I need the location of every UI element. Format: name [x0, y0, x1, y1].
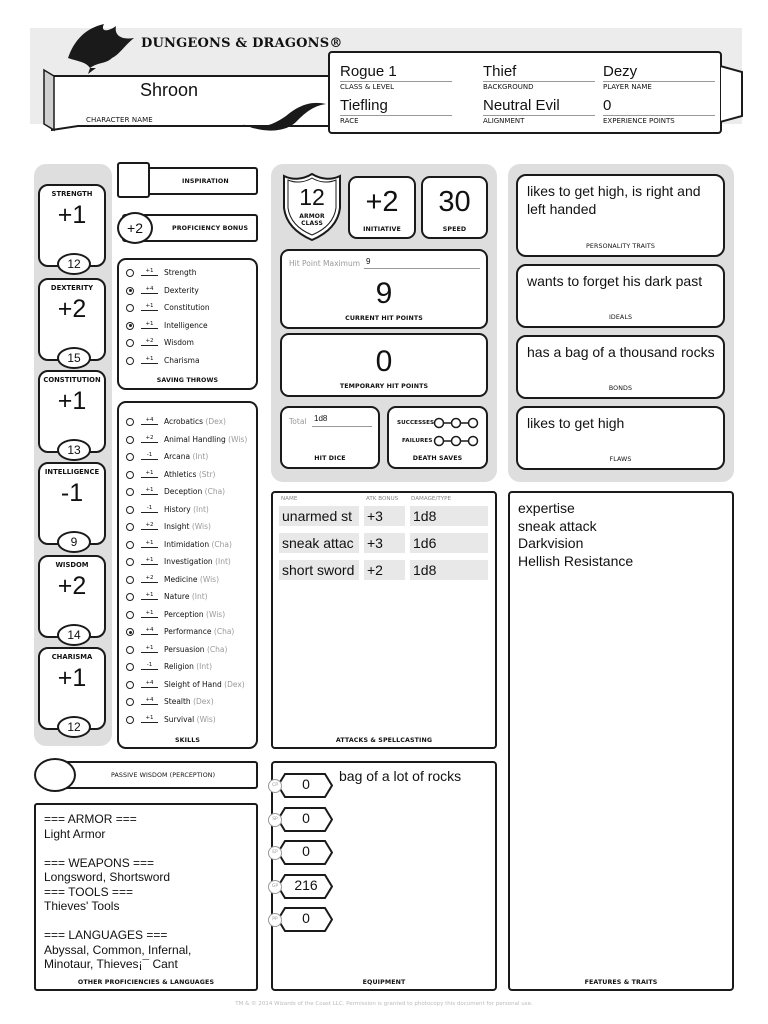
skill-attribute: (Dex)	[205, 417, 226, 426]
ability-intelligence-label: INTELLIGENCE	[44, 468, 100, 476]
skill-name-text: Performance	[164, 627, 212, 636]
proficiency-radio[interactable]	[126, 304, 134, 312]
ability-intelligence-modifier[interactable]: -1	[60, 479, 84, 507]
attack-name-field[interactable]: short sword	[279, 560, 359, 580]
skill-athletics[interactable]	[126, 467, 254, 484]
saving-throw-bonus[interactable]: +1	[141, 267, 158, 276]
skill-name	[164, 470, 215, 479]
ideals-text[interactable]: wants to forget his dark past	[527, 273, 703, 289]
skill-attribute: (Int)	[196, 662, 212, 671]
armor-class-label: ARMOR CLASS	[299, 213, 325, 227]
ability-constitution-box	[38, 370, 106, 457]
ability-strength-modifier[interactable]: +1	[57, 201, 87, 229]
speed-box	[421, 176, 488, 239]
player-name-value[interactable]: Dezy	[603, 63, 638, 80]
proficiency-line: === LANGUAGES ===	[44, 928, 168, 942]
skill-attribute: (Cha)	[204, 487, 226, 496]
skill-sleight-of-hand[interactable]	[126, 677, 254, 694]
skill-attribute: (Wis)	[206, 609, 226, 619]
proficiency-radio[interactable]	[126, 322, 134, 330]
ability-charisma-box	[38, 647, 106, 734]
skill-name	[164, 645, 227, 654]
skill-bonus[interactable]: -1	[141, 661, 158, 670]
coin-tag: CP	[268, 779, 282, 793]
skill-bonus[interactable]: +1	[141, 539, 158, 548]
skill-name	[164, 417, 226, 426]
failures-label: FAILURES	[402, 438, 433, 444]
skill-name	[164, 715, 216, 724]
ideals-label: IDEALS	[608, 314, 633, 321]
header-scroll-end	[720, 62, 746, 126]
skill-name-text: Medicine	[164, 574, 198, 584]
character-name[interactable]: Shroon	[140, 80, 199, 100]
other-proficiencies-text[interactable]	[44, 812, 252, 972]
proficiency-line: === WEAPONS ===	[44, 855, 155, 870]
attacks-col-damage: DAMAGE/TYPE	[411, 496, 452, 502]
saving-throw-name: Intelligence	[164, 320, 208, 330]
skill-bonus[interactable]: +4	[141, 416, 158, 425]
logo-text: DUNGEONS & DRAGONS®	[141, 36, 343, 51]
proficiency-radio[interactable]	[126, 453, 134, 461]
coin-sp[interactable]	[272, 806, 333, 833]
skill-name-text: History	[164, 504, 191, 514]
experience-value[interactable]: 0	[603, 97, 612, 114]
dragon-logo-icon	[60, 18, 140, 76]
proficiency-radio[interactable]	[126, 716, 134, 724]
passive-wisdom-input[interactable]	[34, 758, 76, 792]
coin-value[interactable]: 0	[302, 843, 310, 859]
proficiency-radio[interactable]	[126, 357, 134, 365]
skill-name	[164, 435, 247, 444]
proficiency-radio[interactable]	[126, 593, 134, 601]
initiative-value[interactable]: +2	[365, 186, 399, 218]
coin-pp[interactable]	[272, 906, 333, 933]
skill-insight[interactable]	[126, 519, 254, 536]
ideals-box	[516, 264, 725, 328]
ability-wisdom-label: WISDOM	[55, 561, 89, 569]
background-value[interactable]: Thief	[483, 63, 517, 80]
skill-name-text: Nature	[164, 592, 190, 601]
speed-value[interactable]: 30	[438, 186, 471, 218]
saving-throw-bonus[interactable]: +2	[141, 337, 158, 346]
character-name-label: CHARACTER NAME	[86, 116, 153, 124]
skill-name-text: Persuasion	[164, 644, 205, 654]
skill-attribute: (Cha)	[211, 539, 232, 549]
saving-throw-name: Strength	[164, 268, 197, 277]
ability-wisdom-box	[38, 555, 106, 642]
hit-dice-total-value[interactable]: 1d8	[314, 414, 328, 423]
skill-animal-handling[interactable]	[126, 432, 254, 449]
skill-religion[interactable]	[126, 659, 254, 676]
skill-attribute: (Cha)	[206, 644, 228, 654]
ability-intelligence-score[interactable]: 9	[57, 531, 91, 553]
feature-line: Hellish Resistance	[518, 552, 634, 569]
bonds-text[interactable]: has a bag of a thousand rocks	[527, 344, 715, 360]
skill-stealth[interactable]	[126, 694, 254, 711]
current-hp-value[interactable]: 9	[375, 277, 393, 310]
skill-bonus[interactable]: +1	[141, 644, 158, 653]
skill-name	[164, 452, 208, 461]
ability-charisma-score[interactable]: 12	[57, 716, 91, 738]
coin-gp[interactable]	[271, 873, 333, 900]
saving-throw-name: Constitution	[164, 303, 210, 312]
skill-name-text: Stealth	[164, 697, 191, 706]
skill-name	[164, 522, 211, 531]
proficiency-radio[interactable]	[126, 558, 134, 566]
armor-class-value[interactable]: 12	[299, 184, 325, 210]
saving-throw-name: Wisdom	[164, 338, 194, 347]
skill-perception[interactable]	[126, 607, 254, 624]
coin-value[interactable]: 0	[302, 910, 310, 926]
skill-attribute: (Wis)	[199, 574, 220, 584]
hit-dice-box	[280, 406, 380, 469]
equipment-text[interactable]: bag of a lot of rocks	[339, 768, 462, 784]
skill-name-text: Investigation	[164, 557, 213, 566]
skill-name-text: Acrobatics	[164, 417, 204, 426]
attack-damage-field[interactable]: 1d8	[410, 506, 488, 526]
attack-bonus-field[interactable]: +3	[364, 533, 405, 553]
death-saves-label: DEATH SAVES	[412, 455, 463, 462]
skill-history[interactable]	[126, 502, 254, 519]
flaws-text[interactable]: likes to get high	[527, 415, 625, 431]
saving-throw-bonus[interactable]: +1	[141, 320, 158, 329]
successes-label: SUCCESSES	[397, 420, 435, 426]
skill-name-text: Deception	[164, 487, 203, 496]
saving-throw-name: Charisma	[164, 355, 200, 365]
saving-throw-dexterity[interactable]	[126, 283, 254, 300]
proficiency-radio[interactable]	[126, 418, 134, 426]
passive-wisdom-label: PASSIVE WISDOM (PERCEPTION)	[111, 772, 216, 779]
ability-constitution-score[interactable]: 13	[57, 439, 91, 461]
equipment-label: EQUIPMENT	[362, 979, 406, 986]
skill-bonus[interactable]: +4	[141, 626, 158, 635]
attack-damage-field[interactable]: 1d6	[410, 533, 488, 553]
attack-bonus-field[interactable]: +3	[364, 506, 405, 526]
skill-attribute: (Dex)	[224, 679, 245, 689]
skill-name-text: Religion	[164, 662, 194, 671]
ability-dexterity-score[interactable]: 15	[57, 347, 91, 369]
coin-ep[interactable]	[272, 839, 333, 866]
skill-bonus[interactable]: +1	[141, 486, 158, 495]
coin-cp[interactable]	[272, 772, 333, 799]
alignment-value[interactable]: Neutral Evil	[483, 97, 560, 114]
saving-throw-constitution[interactable]	[126, 300, 254, 317]
inspiration-label: INSPIRATION	[182, 178, 229, 185]
temp-hp-value[interactable]: 0	[375, 345, 393, 378]
skill-attribute: (Int)	[191, 592, 208, 601]
ability-charisma-label: CHARISMA	[51, 653, 93, 661]
saving-throw-name: Dexterity	[164, 285, 199, 295]
skill-bonus[interactable]: +1	[141, 609, 158, 618]
initiative-label: INITIATIVE	[363, 226, 401, 233]
class-level-value[interactable]: Rogue 1	[340, 63, 397, 80]
proficiency-line: === ARMOR ===	[44, 812, 137, 826]
skill-name	[164, 505, 209, 514]
proficiency-radio[interactable]	[126, 541, 134, 549]
attack-bonus-field[interactable]: +2	[364, 560, 405, 580]
ability-strength-score[interactable]: 12	[57, 253, 91, 275]
proficiency-line: Minotaur, Thieves¡¯ Cant	[44, 957, 178, 971]
skill-attribute: (Str)	[198, 469, 216, 479]
skill-bonus[interactable]: +2	[141, 521, 158, 530]
ability-strength-box	[38, 184, 106, 271]
ability-dexterity-modifier[interactable]: +2	[57, 295, 87, 323]
skill-name	[164, 680, 245, 689]
feature-line: sneak attack	[518, 517, 597, 534]
skill-name	[164, 697, 214, 706]
ability-intelligence-box	[38, 462, 106, 549]
ability-strength-label: STRENGTH	[51, 190, 93, 198]
proficiency-line: === TOOLS ===	[44, 884, 133, 899]
flaws-label: FLAWS	[609, 456, 632, 463]
skill-name	[164, 557, 231, 566]
skill-bonus[interactable]: +1	[141, 714, 158, 723]
proficiency-radio[interactable]	[126, 681, 134, 689]
coin-tag: SP	[268, 813, 282, 827]
features-text[interactable]	[518, 500, 728, 570]
personality-traits-label: PERSONALITY TRAITS	[586, 243, 655, 250]
bonds-box	[516, 335, 725, 399]
skill-attribute: (Int)	[215, 557, 231, 566]
hp-max-value[interactable]: 9	[366, 257, 371, 266]
proficiency-radio[interactable]	[126, 287, 134, 295]
flaws-box	[516, 406, 725, 470]
skill-name-text: Sleight of Hand	[164, 679, 222, 689]
temp-hp-box	[280, 333, 488, 397]
coin-value[interactable]: 0	[302, 776, 310, 792]
proficiency-line: Longsword, Shortsword	[44, 870, 171, 884]
saving-throw-bonus[interactable]: +1	[141, 355, 158, 364]
skill-survival[interactable]	[126, 712, 254, 729]
proficiency-radio[interactable]	[126, 436, 134, 444]
proficiency-line: Abyssal, Common, Infernal,	[44, 942, 192, 957]
skill-attribute: (Int)	[193, 504, 209, 514]
proficiency-bonus-input[interactable]	[117, 212, 153, 244]
proficiency-radio[interactable]	[126, 628, 134, 636]
coin-tag: PP	[268, 913, 282, 927]
current-hp-box	[280, 249, 488, 329]
skill-bonus[interactable]: +1	[141, 556, 158, 565]
skill-name	[164, 610, 225, 619]
skill-attribute: (Wis)	[196, 714, 216, 724]
saving-throws-label: SAVING THROWS	[156, 377, 219, 384]
skill-bonus[interactable]: +2	[141, 574, 158, 583]
skill-arcana[interactable]	[126, 449, 254, 466]
skill-name	[164, 662, 212, 671]
ability-constitution-modifier[interactable]: +1	[57, 387, 87, 415]
coin-tag: EP	[268, 846, 282, 860]
hp-max-underline	[364, 268, 480, 269]
ability-dexterity-label: DEXTERITY	[50, 284, 94, 292]
proficiency-radio[interactable]	[126, 523, 134, 531]
attack-name-field[interactable]: sneak attac	[279, 533, 359, 553]
proficiency-line: Light Armor	[44, 826, 106, 841]
hit-dice-underline	[312, 426, 372, 427]
experience-label: EXPERIENCE POINTS	[603, 115, 715, 125]
attack-damage-field[interactable]: 1d8	[410, 560, 488, 580]
personality-traits-text[interactable]: likes to get high, is right and left handed	[527, 183, 701, 217]
proficiency-radio[interactable]	[126, 269, 134, 277]
proficiency-line	[44, 841, 252, 856]
coin-value[interactable]: 0	[302, 809, 310, 826]
hit-dice-label: HIT DICE	[314, 455, 346, 462]
skill-name	[164, 592, 208, 601]
skill-name	[164, 575, 219, 584]
skill-bonus[interactable]: -1	[141, 451, 158, 460]
skill-attribute: (Cha)	[213, 627, 235, 636]
proficiency-radio[interactable]	[126, 576, 134, 584]
proficiency-radio[interactable]	[126, 646, 134, 654]
saving-throw-intelligence[interactable]	[126, 318, 254, 335]
inspiration-input[interactable]	[117, 162, 150, 198]
skill-intimidation[interactable]	[126, 537, 254, 554]
saving-throw-strength[interactable]	[126, 265, 254, 282]
attacks-col-name: NAME	[281, 496, 298, 502]
skill-bonus[interactable]: +4	[141, 696, 158, 705]
attacks-col-bonus: ATK BONUS	[366, 496, 399, 502]
proficiency-label: PROFICIENCY BONUS	[172, 225, 249, 232]
personality-traits-box	[516, 174, 725, 257]
death-save-bubbles[interactable]	[433, 414, 483, 450]
ability-dexterity-box	[38, 278, 106, 365]
skill-name	[164, 540, 232, 549]
skill-deception[interactable]	[126, 484, 254, 501]
proficiency-radio[interactable]	[126, 488, 134, 496]
proficiency-line: Thieves' Tools	[44, 899, 120, 913]
skill-bonus[interactable]: +1	[141, 469, 158, 478]
proficiency-radio[interactable]	[126, 506, 134, 514]
skill-performance[interactable]	[126, 624, 254, 641]
saving-throw-wisdom[interactable]	[126, 335, 254, 352]
coin-tag: GP	[268, 880, 282, 894]
bonds-label: BONDS	[608, 385, 633, 392]
skill-investigation[interactable]	[126, 554, 254, 571]
background-label: BACKGROUND	[483, 81, 595, 91]
hit-dice-total-label: Total	[289, 417, 307, 426]
skill-acrobatics[interactable]	[126, 414, 254, 431]
race-value[interactable]: Tiefling	[340, 97, 388, 114]
skill-bonus[interactable]: +2	[141, 434, 158, 443]
skill-attribute: (Wis)	[191, 522, 211, 531]
feature-line: Darkvision	[518, 535, 584, 551]
race-label: RACE	[340, 115, 452, 125]
skill-attribute: (Wis)	[228, 434, 248, 444]
skill-attribute: (Dex)	[193, 697, 214, 706]
features-label: FEATURES & TRAITS	[584, 979, 658, 986]
speed-label: SPEED	[442, 226, 467, 233]
skill-bonus[interactable]: -1	[141, 504, 158, 513]
proficiency-line	[44, 914, 252, 929]
class-level-label: CLASS & LEVEL	[340, 81, 452, 91]
proficiency-radio[interactable]	[126, 339, 134, 347]
saving-throw-bonus[interactable]: +1	[141, 302, 158, 311]
ability-wisdom-score[interactable]: 14	[57, 624, 91, 646]
skill-name	[164, 487, 225, 496]
ability-wisdom-modifier[interactable]: +2	[57, 572, 87, 600]
skill-bonus[interactable]: +1	[141, 591, 158, 600]
passive-wisdom-box	[44, 761, 258, 789]
skill-attribute: (Int)	[192, 452, 209, 461]
skills-label: SKILLS	[175, 737, 200, 744]
temp-hp-label: TEMPORARY HIT POINTS	[339, 383, 429, 390]
skill-name-text: Arcana	[164, 452, 191, 461]
current-hp-label: CURRENT HIT POINTS	[345, 315, 423, 322]
saving-throw-charisma[interactable]	[126, 353, 254, 370]
attacks-label: ATTACKS & SPELLCASTING	[335, 737, 433, 744]
skill-name-text: Athletics	[164, 469, 197, 479]
feature-line: expertise	[518, 500, 575, 516]
banner-flourish	[238, 96, 330, 136]
ability-charisma-modifier[interactable]: +1	[57, 664, 87, 692]
attacks-box	[271, 491, 497, 749]
skill-name-text: Perception	[164, 609, 204, 619]
skill-nature[interactable]	[126, 589, 254, 606]
skill-bonus[interactable]: +4	[141, 679, 158, 688]
proficiency-radio[interactable]	[126, 698, 134, 706]
skill-name-text: Animal Handling	[164, 434, 226, 444]
skill-persuasion[interactable]	[126, 642, 254, 659]
skill-name-text: Intimidation	[164, 539, 210, 549]
saving-throw-bonus[interactable]: +4	[141, 285, 158, 294]
proficiency-radio[interactable]	[126, 663, 134, 671]
skill-medicine[interactable]	[126, 572, 254, 589]
ability-constitution-label: CONSTITUTION	[43, 376, 101, 384]
alignment-label: ALIGNMENT	[483, 115, 595, 125]
other-proficiencies-label: OTHER PROFICIENCIES & LANGUAGES	[77, 979, 215, 986]
skill-name-text: Insight	[164, 522, 190, 531]
hp-max-label: Hit Point Maximum	[289, 259, 361, 268]
skill-name	[164, 627, 234, 636]
proficiency-bonus-value: +2	[127, 220, 143, 236]
proficiency-radio[interactable]	[126, 471, 134, 479]
attack-name-field[interactable]: unarmed st	[279, 506, 359, 526]
skill-name-text: Survival	[164, 714, 195, 724]
proficiency-radio[interactable]	[126, 611, 134, 619]
initiative-box	[348, 176, 416, 239]
footer-legal: TM & © 2014 Wizards of the Coast LLC. Permission is granted to photocopy this document for personal use.	[235, 1001, 533, 1007]
coin-value[interactable]: 216	[294, 876, 318, 893]
player-name-label: PLAYER NAME	[603, 81, 715, 91]
